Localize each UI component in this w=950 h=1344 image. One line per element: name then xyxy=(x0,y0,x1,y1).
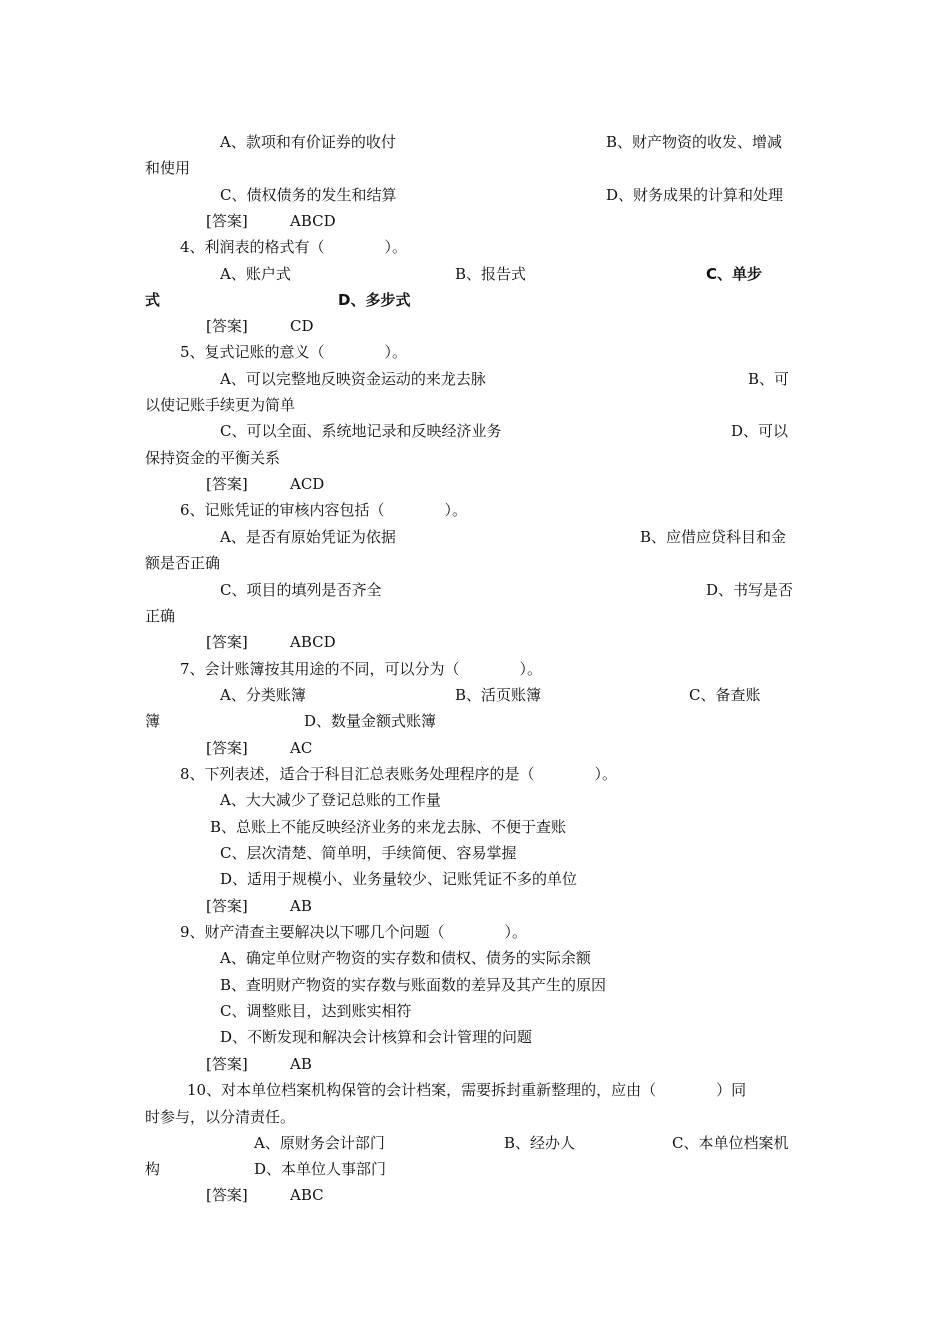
q10-option-a: A、原财务会计部门 xyxy=(254,1134,385,1152)
q8-option-c: C、层次清楚、简单明，手续简便、容易掌握 xyxy=(220,844,517,862)
q8-option-a: A、大大减少了登记总账的工作量 xyxy=(220,791,441,809)
q5-option-d: D、可以 xyxy=(731,422,789,440)
q3-answer: ABCD xyxy=(290,212,336,230)
q6-option-d: D、书写是否 xyxy=(706,581,794,599)
q7-answer: AC xyxy=(290,739,313,757)
q4-option-c-wrap: 式 xyxy=(145,291,161,309)
q4-answer: CD xyxy=(290,317,314,335)
q10-answer-label: [答案] xyxy=(206,1186,248,1204)
q4-option-b: B、报告式 xyxy=(455,265,527,283)
q7-stem: 7、会计账簿按其用途的不同，可以分为（ ）。 xyxy=(180,660,543,678)
q9-option-d: D、不断发现和解决会计核算和会计管理的问题 xyxy=(220,1028,533,1046)
q8-answer-label: [答案] xyxy=(206,897,248,915)
q5-option-a: A、可以完整地反映资金运动的来龙去脉 xyxy=(220,370,486,388)
q6-answer-label: [答案] xyxy=(206,633,248,651)
q8-answer: AB xyxy=(290,897,312,915)
q3-answer-label: [答案] xyxy=(206,212,248,230)
q10-option-c: C、本单位档案机 xyxy=(672,1134,789,1152)
q6-option-b: B、应借应贷科目和金 xyxy=(640,528,787,546)
q6-option-c: C、项目的填列是否齐全 xyxy=(220,581,382,599)
q9-option-a: A、确定单位财产物资的实存数和债权、债务的实际余额 xyxy=(220,949,591,967)
q8-option-d: D、适用于规模小、业务量较少、记账凭证不多的单位 xyxy=(220,870,578,888)
q10-option-c-wrap: 构 xyxy=(145,1160,161,1178)
q4-option-d: D、多步式 xyxy=(338,291,411,309)
q9-option-b: B、查明财产物资的实存数与账面数的差异及其产生的原因 xyxy=(220,976,607,994)
q5-option-d-wrap: 保持资金的平衡关系 xyxy=(145,449,281,467)
q5-stem: 5、复式记账的意义（ ）。 xyxy=(180,343,408,361)
q4-option-a: A、账户式 xyxy=(220,265,291,283)
q3-option-b: B、财产物资的收发、增减 xyxy=(606,133,783,151)
q7-option-d: D、数量金额式账簿 xyxy=(304,712,437,730)
q7-option-c-wrap: 簿 xyxy=(145,712,161,730)
q3-option-a: A、款项和有价证券的收付 xyxy=(220,133,396,151)
q5-answer: ACD xyxy=(290,475,325,493)
q7-option-c: C、备查账 xyxy=(689,686,761,704)
q9-option-c: C、调整账目，达到账实相符 xyxy=(220,1002,412,1020)
q6-option-b-wrap: 额是否正确 xyxy=(145,554,221,572)
q7-answer-label: [答案] xyxy=(206,739,248,757)
q7-option-b: B、活页账簿 xyxy=(455,686,542,704)
q8-option-b: B、总账上不能反映经济业务的来龙去脉、不便于查账 xyxy=(210,818,567,836)
q7-option-a: A、分类账簿 xyxy=(220,686,306,704)
q10-option-b: B、经办人 xyxy=(504,1134,576,1152)
q10-answer: ABC xyxy=(290,1186,324,1204)
q6-option-a: A、是否有原始凭证为依据 xyxy=(220,528,396,546)
q6-option-d-wrap: 正确 xyxy=(145,607,176,625)
q6-answer: ABCD xyxy=(290,633,336,651)
q6-stem: 6、记账凭证的审核内容包括（ ）。 xyxy=(180,501,468,519)
q5-option-c: C、可以全面、系统地记录和反映经济业务 xyxy=(220,422,502,440)
q10-stem: 10、对本单位档案机构保管的会计档案，需要拆封重新整理的，应由（ ）同 xyxy=(187,1081,747,1099)
q4-stem: 4、利润表的格式有（ ）。 xyxy=(180,238,408,256)
q8-stem: 8、下列表述，适合于科目汇总表账务处理程序的是（ ）。 xyxy=(180,765,618,783)
q4-option-c: C、单步 xyxy=(706,265,763,283)
q9-answer: AB xyxy=(290,1055,312,1073)
q4-answer-label: [答案] xyxy=(206,317,248,335)
q5-option-b: B、可 xyxy=(748,370,790,388)
q9-stem: 9、财产清查主要解决以下哪几个问题（ ）。 xyxy=(180,923,528,941)
q5-answer-label: [答案] xyxy=(206,475,248,493)
q3-option-c: C、债权债务的发生和结算 xyxy=(220,186,397,204)
q9-answer-label: [答案] xyxy=(206,1055,248,1073)
q3-option-b-wrap: 和使用 xyxy=(145,159,191,177)
q10-option-d: D、本单位人事部门 xyxy=(254,1160,387,1178)
q5-option-b-wrap: 以使记账手续更为简单 xyxy=(145,396,296,414)
q3-option-d: D、财务成果的计算和处理 xyxy=(606,186,784,204)
q10-stem-wrap: 时参与，以分清责任。 xyxy=(145,1108,296,1126)
